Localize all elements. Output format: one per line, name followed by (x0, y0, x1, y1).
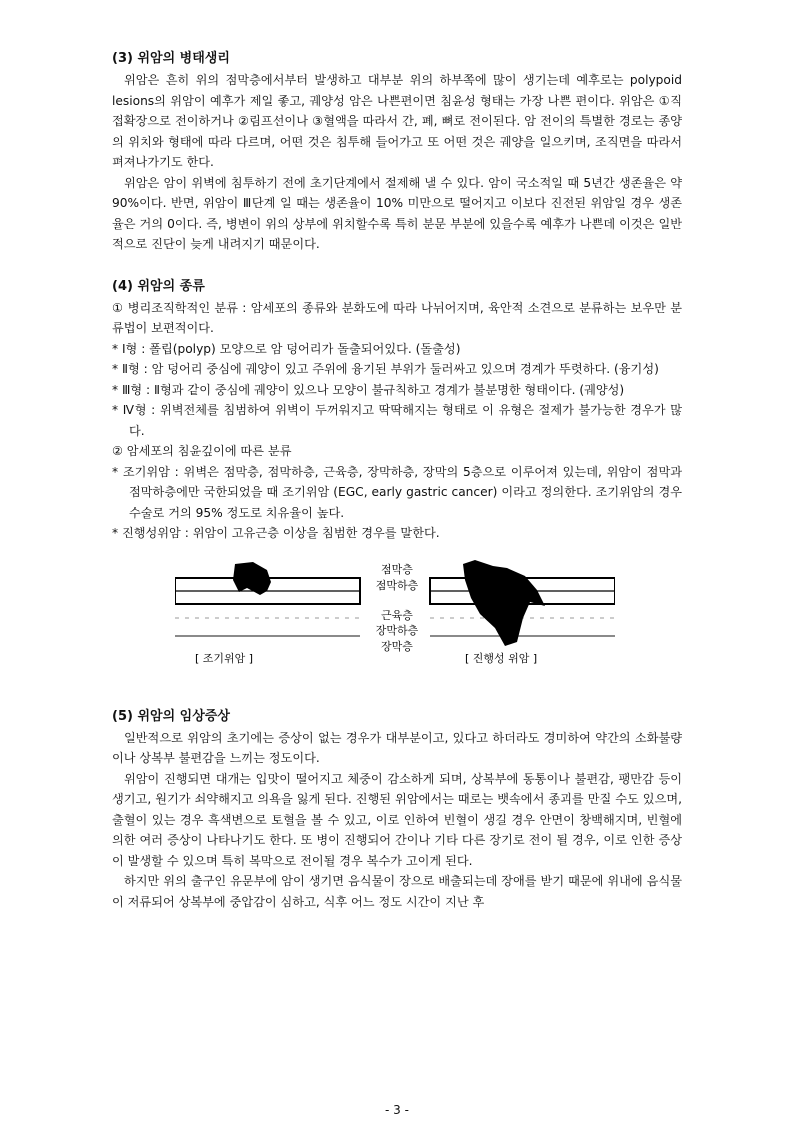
section-5-paragraph-3: 하지만 위의 출구인 유문부에 암이 생기면 음식물이 장으로 배출되는데 장애를 받기 때문에 위내에 음식물이 저류되어 상복부에 중압감이 심하고, 식후 어느 정도 시간이 지난 후 (112, 874, 682, 909)
stomach-wall-figure (175, 558, 615, 678)
caption-advanced-cancer: [ 진행성 위암 ] (465, 651, 538, 665)
page-content (112, 48, 682, 912)
section-3-paragraph-2: 위암은 암이 위벽에 침투하기 전에 초기단계에서 절제해 낼 수 있다. 암이 국소적일 때 5년간 생존율은 약 90%이다. 반면, 위암이 Ⅲ단계 일 때는 생존율이 10% 미만으로 떨어지고 이보다 진전된 위암일 경우 생존율은 거의 0이다. 즉, 병변이 위의 상부에 위치할수록 특히 분문 부분에 있을수록 예후가 나쁜데 이것은 일반적으로 진단이 늦게 내려지기 때문이다. (112, 175, 682, 251)
caption-early-cancer: [ 조기위암 ] (195, 651, 254, 665)
layer-label-subserosa: 장막하층 (375, 623, 419, 637)
section-3-heading: (3) 위암의 병태생리 (112, 51, 230, 66)
type-2-bullet: * Ⅱ형 : 암 덩어리 중심에 궤양이 있고 주위에 융기된 부위가 둘러싸고 있으며 경계가 뚜렷하다. (융기성) (112, 362, 659, 376)
layer-label-serosa: 장막층 (381, 639, 413, 653)
section-5-heading: (5) 위암의 임상증상 (112, 708, 230, 724)
section-5-paragraph-1: 일반적으로 위암의 초기에는 증상이 없는 경우가 대부분이고, 있다고 하더라도 경미하여 약간의 소화불량이나 상복부 불편감을 느끼는 정도이다. (112, 730, 682, 765)
type-1-bullet: * Ⅰ형 : 폴립(polyp) 모양으로 암 덩어리가 돌출되어있다. (돌출성) (112, 341, 461, 356)
layer-label-muscle: 근육층 (381, 608, 413, 622)
classification-1: ① 병리조직학적인 분류 : 암세포의 종류와 분화도에 따라 나뉘어지며, 육안적 소견으로 분류하는 보우만 분류법이 보편적이다. (112, 300, 682, 335)
layer-label-mucosa: 점막층 (381, 562, 413, 576)
page-number: - 3 - (385, 1103, 409, 1117)
section-3-paragraph-1: 위암은 흔히 위의 점막층에서부터 발생하고 대부분 위의 하부쪽에 많이 생기는데 예후로는 polypoid lesions의 위암이 예후가 제일 좋고, 궤양성 암은 나쁜편이면 침윤성 형태는 가장 나쁜 편이다. 위암은 ①직접확장으로 전이하거나 ②림프선이나 ③혈액을 따라서 간, 폐, 뼈로 전이된다. 암 전이의 특별한 경로는 종양의 위치와 형태에 따라 다르며, 어떤 것은 침투해 들어가고 또 어떤 것은 궤양을 일으키며, 조직면을 따라서 펴져나가기도 한다. (112, 73, 682, 169)
type-3-bullet: * Ⅲ형 : Ⅱ형과 같이 중심에 궤양이 있으나 모양이 불규칙하고 경계가 불분명한 형태이다. (궤양성) (112, 382, 625, 397)
advanced-cancer-bullet: * 진행성위암 : 위암이 고유근층 이상을 침범한 경우를 말한다. (112, 526, 440, 540)
advanced-cancer-diagram (430, 560, 615, 646)
section-4-heading: (4) 위암의 종류 (112, 278, 205, 294)
type-4-bullet: * Ⅳ형 : 위벽전체를 침범하여 위벽이 두꺼워지고 딱딱해지는 형태로 이 유형은 절제가 불가능한 경우가 많다. (112, 403, 682, 438)
layer-label-submucosa: 점막하층 (375, 578, 419, 592)
early-cancer-bullet: * 조기위암 : 위벽은 점막층, 점막하층, 근육층, 장막하층, 장막의 5층으로 이루어져 있는데, 위암이 점막과 점막하층에만 국한되었을 때 조기위암 (EGC, early gastric cancer) 이라고 정의한다. 조기위암의 경우 수술로 거의 95% 정도로 치유율이 높다. (112, 464, 682, 520)
section-5-paragraph-2: 위암이 진행되면 대개는 입맛이 떨어지고 체중이 감소하게 되며, 상복부에 동통이나 불편감, 팽만감 등이 생기고, 원기가 쇠약해지고 의욕을 잃게 된다. 진행된 위암에서는 때로는 뱃속에서 종괴를 만질 수도 있으며, 출혈이 있는 경우 흑색변으로 토혈을 볼 수 있고, 이로 인하여 빈혈이 생길 경우 안면이 창백해지며, 빈혈에 의한 여러 증상이 나타나기도 한다. 또 병이 진행되어 간이나 기타 다른 장기로 전이 될 경우, 이로 인한 증상이 발생할 수 있으며 특히 복막으로 전이될 경우 복수가 고이게 된다. (112, 771, 682, 868)
classification-2: ② 암세포의 침윤깊이에 따른 분류 (112, 444, 292, 458)
early-cancer-diagram (175, 562, 360, 636)
